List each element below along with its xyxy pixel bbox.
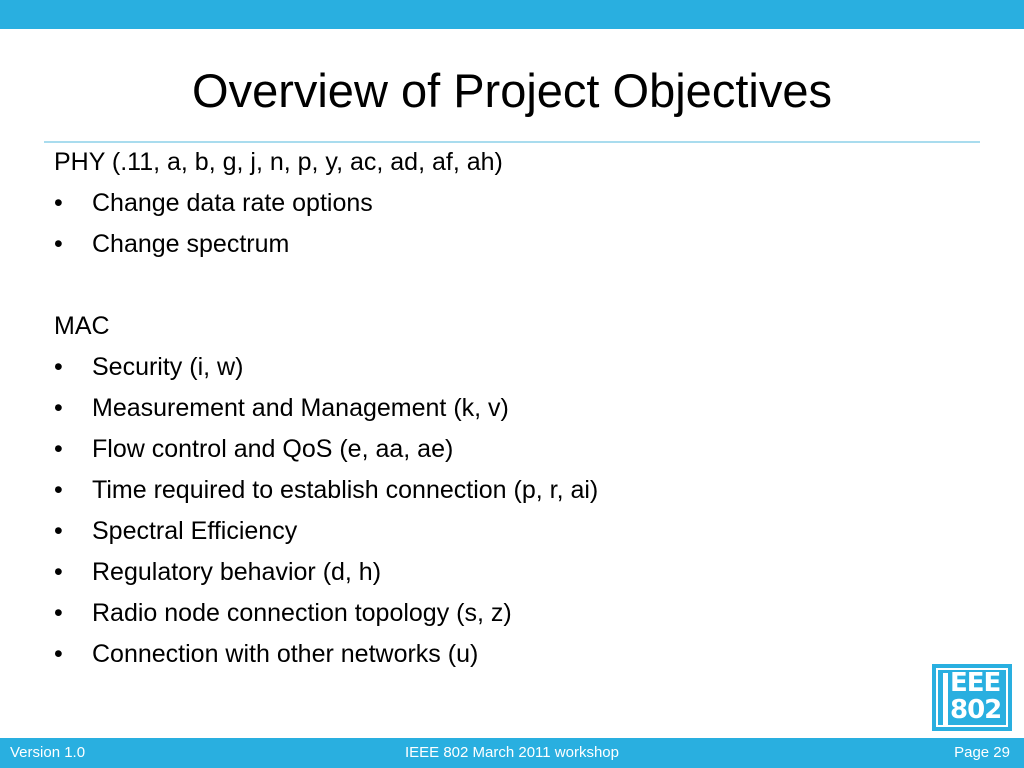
bullet-icon: • [54,476,63,504]
ieee-802-logo [932,664,1012,731]
bullet-icon: • [54,230,63,258]
list-item-text: Time required to establish connection (p, r, ai) [92,476,599,504]
bullet-icon: • [54,394,63,422]
logo-bar-icon [943,673,948,726]
footer-version: Version 1.0 [10,744,86,761]
list-item [54,224,954,265]
bullet-icon: • [54,435,63,463]
list-item-text: Security (i, w) [92,353,244,381]
list-item-text: Change data rate options [92,189,373,217]
bullet-icon: • [54,517,63,545]
list-item [54,634,954,675]
logo-text [950,670,1001,724]
list-item [54,429,954,470]
logo-frame [936,668,1008,727]
list-item [54,388,954,429]
list-item [54,593,954,634]
list-item-text: Spectral Efficiency [92,517,298,545]
footer-page-number: Page 29 [954,744,1010,761]
bullet-icon: • [54,353,63,381]
logo-line-2: 802 [950,695,1002,725]
list-item-text: Connection with other networks (u) [92,640,479,668]
list-item-text: Radio node connection topology (s, z) [92,599,512,627]
list-item [54,511,954,552]
top-accent-bar [0,0,1024,29]
phy-heading: PHY (.11, a, b, g, j, n, p, y, ac, ad, af, ah) [54,148,503,176]
slide-content [54,142,954,675]
bullet-icon: • [54,558,63,586]
slide-title: Overview of Project Objectives [192,64,832,117]
logo-line-1: EEE [950,668,1001,698]
footer-bar [0,738,1024,768]
footer-event: IEEE 802 March 2011 workshop [404,744,619,761]
list-item-text: Measurement and Management (k, v) [92,394,509,422]
list-item-text: Change spectrum [92,230,290,258]
bullet-icon: • [54,640,63,668]
list-item [54,183,954,224]
bullet-icon: • [54,189,63,217]
mac-heading: MAC [54,312,110,340]
section-spacer [54,265,954,306]
list-item-text: Regulatory behavior (d, h) [92,558,382,586]
list-item [54,552,954,593]
bullet-icon: • [54,599,63,627]
list-item [54,470,954,511]
list-item [54,347,954,388]
list-item-text: Flow control and QoS (e, aa, ae) [92,435,454,463]
